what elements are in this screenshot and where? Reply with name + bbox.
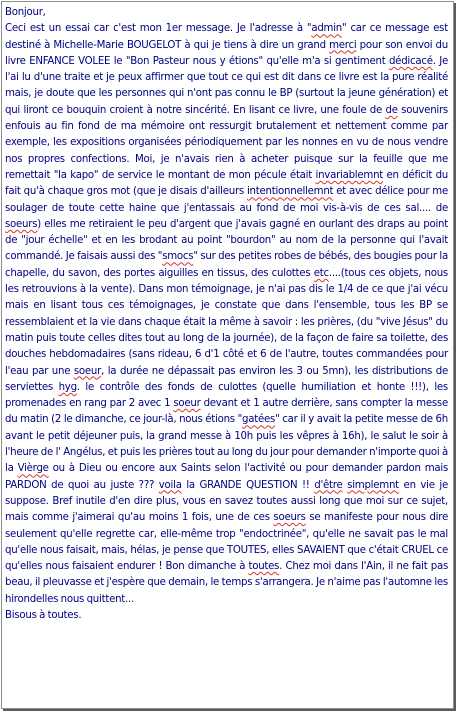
body-text-segment: . le contrôle des fonds de culottes (quelle humiliation et honte !!!), les promenades en rang par 2 avec 1: [5, 381, 448, 410]
misspelled-word: simplemnt: [347, 479, 399, 491]
body-text-segment: " car il y avait la petite messe de 6h avant le petit déjeuner puis, la grand messe à 10h puis les vêpres à 16h), le salut le soir à l'heure de l' Angélus, et puis les prières tout au long du jour pour demander n'importe quoi à la: [5, 414, 448, 475]
body-text-segment: ) elles me retiraient le peu d'argent que j'avais gagné en ourlant des draps au point de "jour échelle" et en les brodant au point "bourdon" au nom de la personne qui l'avait commandé. Je faisais aussi des ": [5, 218, 448, 263]
misspelled-word: admin: [311, 23, 343, 35]
misspelled-word: de: [385, 104, 398, 116]
body-text-segment: pour son envoi du livre ENFANCE VOLEE le "Bon Pasteur nous y étions" qu'elle m'a si gentiment: [5, 39, 448, 67]
message-frame: [1, 1, 454, 709]
body-text-segment: . Je l'ai lu d'une traite et je peux affirmer que tout ce qui est dit dans ce livre est la pure réalité mais, je doute que les personnes qui n'ont pas connu le BP (surtout la jeune génération) et qui liront ce bouquin croient à notre sincérité. En lisant ce livre, une foule de: [5, 55, 448, 116]
body-text-segment: ou à Dieu ou encore aux Saints selon l'activité ou pour demander pardon mais PARDON de quoi au juste ???: [5, 463, 449, 491]
misspelled-word: voila: [158, 479, 182, 491]
misspelled-word: etc: [313, 267, 329, 279]
body-text-segment: en vie je suppose. Bref inutile d'en dire plus, vous en savez toutes aussi long que moi sur ce sujet, mais comme j'aimerai qu'au moins 1 fois, une de ces: [5, 479, 448, 524]
body-text-segment: " sur des petites robes de bébés, des bougies pour la chapelle, du savon, des portes aiguilles en tissus, des culottes: [5, 251, 449, 279]
body-text-segment: souvenirs enfouis au fin fond de ma mémoire ont ressurgit brutalement et nettement comme par exemple, les expositions organisées périodiquement par les nonnes en vu de nous vendre nos propres confections. Moi, je n'avais rien à acheter puisque sur la feuille que me remettait "la kapo" de service le montant de mon pécule était: [5, 104, 448, 181]
body-text-segment: ....(tous ces objets, nous les retrouvions à la vente). Dans mon témoignage, je n'ai pas dis le 1/4 de ce que j'ai vécu mais en lisant tous ces témoignages, je constate que dans l'ensemble, tous les BP se ressemblaient et la vie dans chaque était la même à savoir : les prières, (du "vive Jésus" du matin puis toute celles dites tout au long de la journée), de la façon de faire sa toilette, des douches hebdomadaires (sans rideau, 6 d'1 côté et 6 de l'autre, toutes commandées pour l'eau par une: [5, 267, 448, 377]
misspelled-word: soeurs: [5, 218, 38, 230]
body-text-segment: en déficit du fait qu'à chaque gros mot (que je disais d'ailleurs: [5, 169, 448, 198]
misspelled-word: intentionnellemnt: [246, 186, 334, 198]
misspelled-word: toutes: [248, 561, 280, 573]
misspelled-word: soeur: [73, 365, 102, 377]
body-text-segment: et avec délice pour me soulager de toute cette haine que j'entassais au fond de moi vis-à-vis de ces sal.... de: [5, 186, 448, 214]
misspelled-word: smocs: [162, 251, 194, 263]
body-text-segment: se manifeste pour nous dire seulement qu'elle regrette car, elle-même trop "endoctrinée", qu'elle ne savait pas le mal qu'elle nous faisait, mais, hélas, je pense que TOUTES, elles SAVAIENT que c'était CRUEL ce qu'elles nous faisaient endurer ! Bon dimanche à: [5, 512, 448, 573]
misspelled-word: Vièrge: [17, 463, 49, 475]
message-body: [5, 21, 448, 608]
body-text-segment: la GRANDE QUESTION !!: [181, 479, 315, 491]
misspelled-word: invariablemnt: [315, 169, 384, 181]
closing: Bisous à toutes.: [5, 609, 82, 621]
misspelled-word: soeur: [173, 398, 201, 410]
body-text-segment: Ceci est un essai car c'est mon 1er message. Je l'adresse à ": [5, 23, 312, 35]
message-content: [2, 2, 453, 624]
misspelled-word: hyg: [58, 381, 77, 393]
misspelled-word: gatées: [242, 414, 276, 426]
misspelled-word: dédicacé: [388, 55, 433, 67]
misspelled-word: d'être: [314, 479, 343, 491]
misspelled-word: merci: [329, 39, 357, 51]
greeting: Bonjour,: [5, 7, 46, 18]
body-text-segment: . Chez moi dans l'Ain, il ne fait pas beau, il pleuvasse et j'espère que demain, le temps s'arrangera. Je n'aime pas l'automne les hirondelles nous quittent...: [5, 561, 448, 605]
body-text-segment: " car ce message est destiné à Michelle-Marie BOUGELOT à qui je tiens à dire un grand: [5, 23, 448, 51]
body-text-segment: devant et 1 autre derrière, sans compter la messe du matin (2 le dimanche, ce jour-là, nous étions ": [5, 398, 448, 426]
misspelled-word: soeurs: [273, 512, 306, 524]
body-text-segment: , la durée ne dépassait pas environ les 3 ou 5mn), les distributions de serviettes: [5, 365, 448, 393]
